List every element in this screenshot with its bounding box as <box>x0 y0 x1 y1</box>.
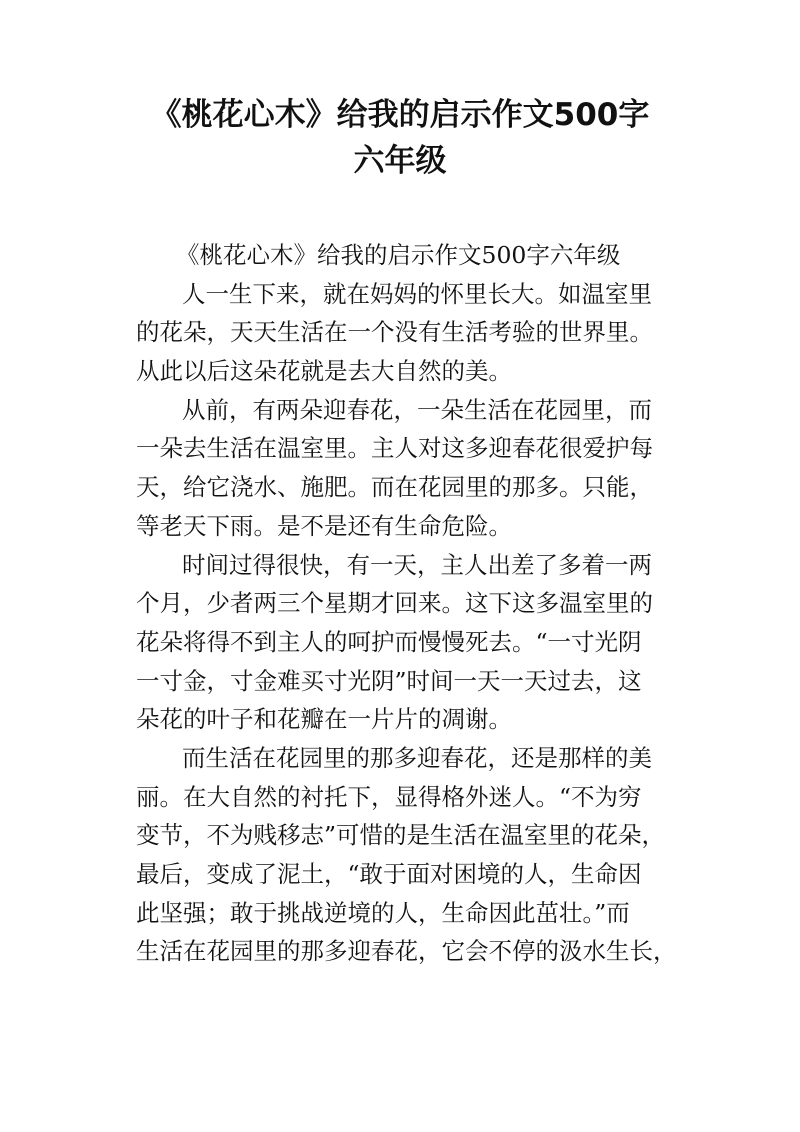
document-title <box>0 92 800 184</box>
paragraph-3-line: 花朵将得不到主人的呵护而慢慢死去。“一寸光阴 <box>136 627 642 656</box>
paragraph-4-line: 变节，不为贱移志”可惜的是生活在温室里的花朵， <box>136 821 666 850</box>
body-subtitle: 《桃花心木》给我的启示作文500字六年级 <box>176 241 621 269</box>
paragraph-3-line: 朵花的叶子和花瓣在一片片的凋谢。 <box>136 705 512 734</box>
paragraph-4-line: 丽。在大自然的衬托下，显得格外迷人。“不为穷 <box>136 782 642 811</box>
paragraph-3-line: 一寸金，寸金难买寸光阴”时间一天一天过去，这 <box>136 666 642 695</box>
paragraph-4-line: 最后，变成了泥土，“敢于面对困境的人，生命因 <box>136 860 642 888</box>
paragraph-1-line: 人一生下来，就在妈妈的怀里长大。如温室里 <box>182 279 652 308</box>
paragraph-1-line: 从此以后这朵花就是去大自然的美。 <box>136 357 512 386</box>
paragraph-1-line: 的花朵，天天生活在一个没有生活考验的世界里。 <box>136 318 653 347</box>
paragraph-2-line: 一朵去生活在温室里。主人对这多迎春花很爱护每 <box>136 434 653 463</box>
document-body <box>136 236 676 971</box>
paragraph-4-line: 而生活在花园里的那多迎春花，还是那样的美 <box>182 743 652 772</box>
paragraph-3-line: 时间过得很快，有一天，主人出差了多着一两 <box>182 550 652 579</box>
paragraph-3-line: 个月，少者两三个星期才回来。这下这多温室里的 <box>136 589 653 618</box>
title-line-2: 六年级 <box>353 143 447 179</box>
paragraph-2-line: 天，给它浇水、施肥。而在花园里的那多。只能， <box>136 473 653 502</box>
paragraph-2-line: 从前，有两朵迎春花，一朵生活在花园里，而 <box>182 395 652 424</box>
paragraph-2-line: 等老天下雨。是不是还有生命危险。 <box>136 511 512 540</box>
paragraph-4-line: 此坚强；敢于挑战逆境的人，生命因此茁壮。”而 <box>136 898 630 927</box>
title-line-1: 《桃花心木》给我的启示作文500字 <box>150 97 650 133</box>
paragraph-4-line: 生活在花园里的那多迎春花，它会不停的汲水生长， <box>136 937 677 966</box>
